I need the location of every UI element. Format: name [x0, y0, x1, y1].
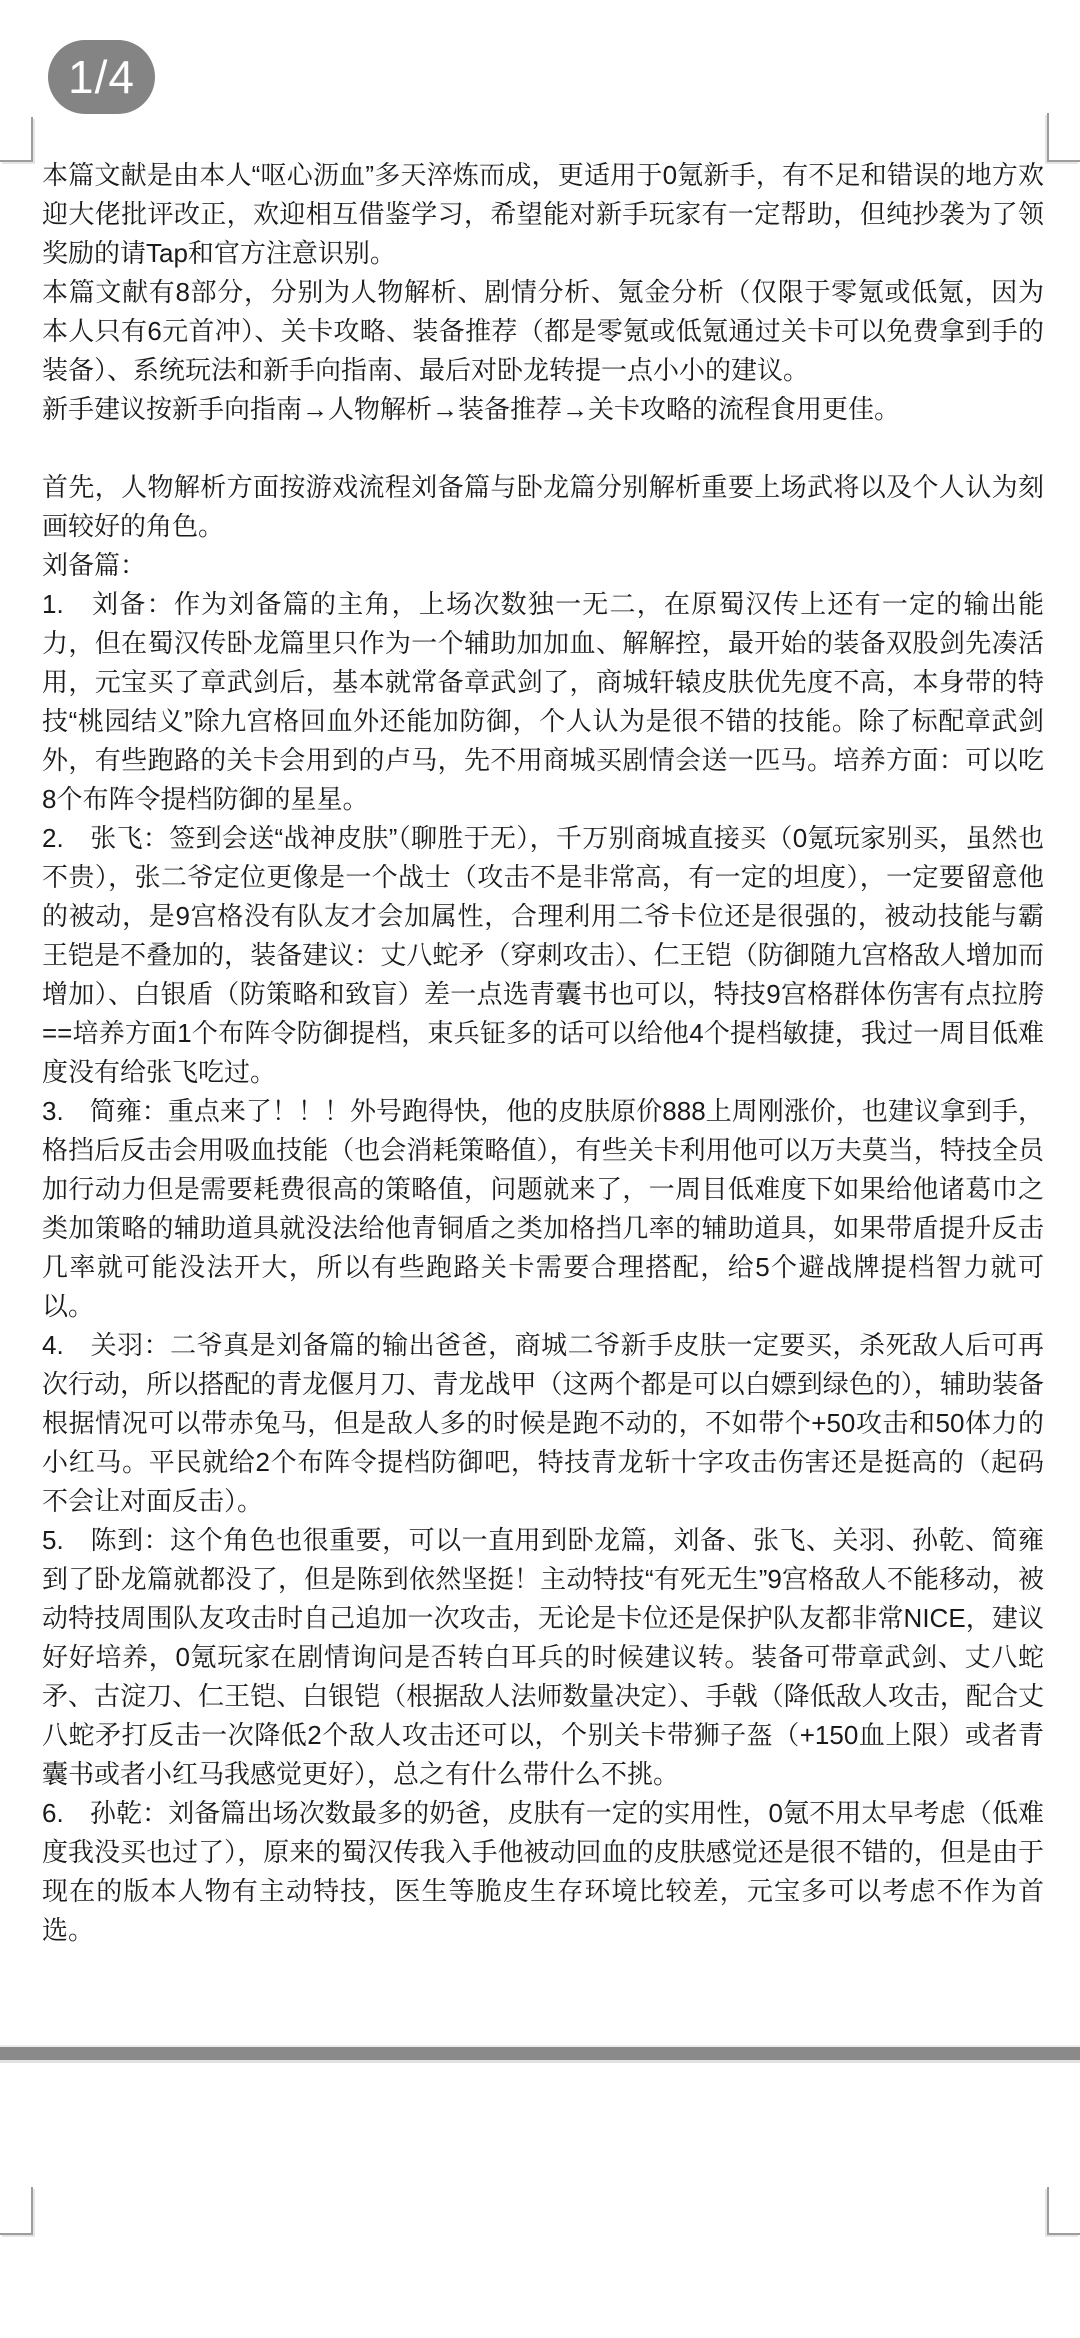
list-item-liubei: 1. 刘备：作为刘备篇的主角，上场次数独一无二，在原蜀汉传上还有一定的输出能力，但在蜀汉传卧龙篇里只作为一个辅助加加血、解解控，最开始的装备双股剑先凑活用，元宝买了章武剑后，基本就常备章武剑了，商城轩辕皮肤优先度不高，本身带的特技“桃园结义”除九宫格回血外还能加防御，个人认为是很不错的技能。除了标配章武剑外，有些跑路的关卡会用到的卢马，先不用商城买剧情会送一匹马。培养方面：可以吃8个布阵令提档防御的星星。	[42, 589, 1044, 814]
list-item-zhangfei: 2. 张飞：签到会送“战神皮肤”（聊胜于无），千万别商城直接买（0氪玩家别买，虽然也不贵），张二爷定位更像是一个战士（攻击不是非常高，有一定的坦度），一定要留意他的被动，是9宫格没有队友才会加属性，合理利用二爷卡位还是很强的，被动技能与霸王铠是不叠加的，装备建议：丈八蛇矛（穿刺攻击）、仁王铠（防御随九宫格敌人增加而增加）、白银盾（防策略和致盲）差一点选青囊书也可以，特技9宫格群体伤害有点拉胯==培养方面1个布阵令防御提档，束兵钲多的话可以给他4个提档敏捷，我过一周目低难度没有给张飞吃过。	[42, 823, 1044, 1087]
article-body	[42, 156, 1044, 1950]
paragraph-analysis-intro: 首先，人物解析方面按游戏流程刘备篇与卧龙篇分别解析重要上场武将以及个人认为刻画较好的角色。	[42, 472, 1044, 541]
list-item-chendao: 5. 陈到：这个角色也很重要，可以一直用到卧龙篇，刘备、张飞、关羽、孙乾、简雍到了卧龙篇就都没了，但是陈到依然坚挺！主动特技“有死无生”9宫格敌人不能移动，被动特技周围队友攻击时自己追加一次攻击，无论是卡位还是保护队友都非常NICE，建议好好培养，0氪玩家在剧情询问是否转白耳兵的时候建议转。装备可带章武剑、丈八蛇矛、古淀刀、仁王铠、白银铠（根据敌人法师数量决定）、手戟（降低敌人攻击，配合丈八蛇矛打反击一次降低2个敌人攻击还可以，个别关卡带狮子盔（+150血上限）或者青囊书或者小红马我感觉更好），总之有什么带什么不挑。	[42, 1525, 1044, 1789]
paragraph-sections: 本篇文献有8部分，分别为人物解析、剧情分析、氪金分析（仅限于零氪或低氪，因为本人只有6元首冲）、关卡攻略、装备推荐（都是零氪或低氪通过关卡可以免费拿到手的装备）、系统玩法和新手向指南、最后对卧龙转提一点小小的建议。	[42, 277, 1044, 385]
crop-corner-bottom-left	[0, 2187, 33, 2235]
paragraph-reading-order: 新手建议按新手向指南→人物解析→装备推荐→关卡攻略的流程食用更佳。	[42, 394, 901, 424]
list-item-guanyu: 4. 关羽：二爷真是刘备篇的输出爸爸，商城二爷新手皮肤一定要买，杀死敌人后可再次行动，所以搭配的青龙偃月刀、青龙战甲（这两个都是可以白嫖到绿色的），辅助装备根据情况可以带赤兔马，但是敌人多的时候是跑不动的，不如带个+50攻击和50体力的小红马。平民就给2个布阵令提档防御吧，特技青龙斩十字攻击伤害还是挺高的（起码不会让对面反击）。	[42, 1330, 1044, 1516]
crop-corner-bottom-right	[1047, 2187, 1080, 2235]
paragraph-chapter-heading: 刘备篇：	[42, 550, 147, 580]
list-item-sunqian: 6. 孙乾：刘备篇出场次数最多的奶爸，皮肤有一定的实用性，0氪不用太早考虑（低难度我没买也过了），原来的蜀汉传我入手他被动回血的皮肤感觉还是很不错的，但是由于现在的版本人物有主动特技，医生等脆皮生存环境比较差，元宝多可以考虑不作为首选。	[42, 1798, 1044, 1945]
crop-corner-top-right	[1047, 113, 1080, 162]
paragraph-spacer	[42, 429, 1044, 468]
page-indicator-badge: 1/4	[48, 40, 155, 114]
page-divider-bar	[0, 2045, 1080, 2060]
list-item-jianyong: 3. 简雍：重点来了！！！外号跑得快，他的皮肤原价888上周刚涨价，也建议拿到手，格挡后反击会用吸血技能（也会消耗策略值），有些关卡利用他可以万夫莫当，特技全员加行动力但是需要耗费很高的策略值，问题就来了，一周目低难度下如果给他诸葛巾之类加策略的辅助道具就没法给他青铜盾之类加格挡几率的辅助道具，如果带盾提升反击几率就可能没法开大，所以有些跑路关卡需要合理搭配，给5个避战牌提档智力就可以。	[42, 1096, 1044, 1321]
paragraph-intro: 本篇文献是由本人“呕心沥血”多天淬炼而成，更适用于0氪新手，有不足和错误的地方欢迎大佬批评改正，欢迎相互借鉴学习，希望能对新手玩家有一定帮助，但纯抄袭为了领奖励的请Tap和官方注意识别。	[42, 160, 1044, 268]
crop-corner-top-left	[0, 117, 33, 162]
